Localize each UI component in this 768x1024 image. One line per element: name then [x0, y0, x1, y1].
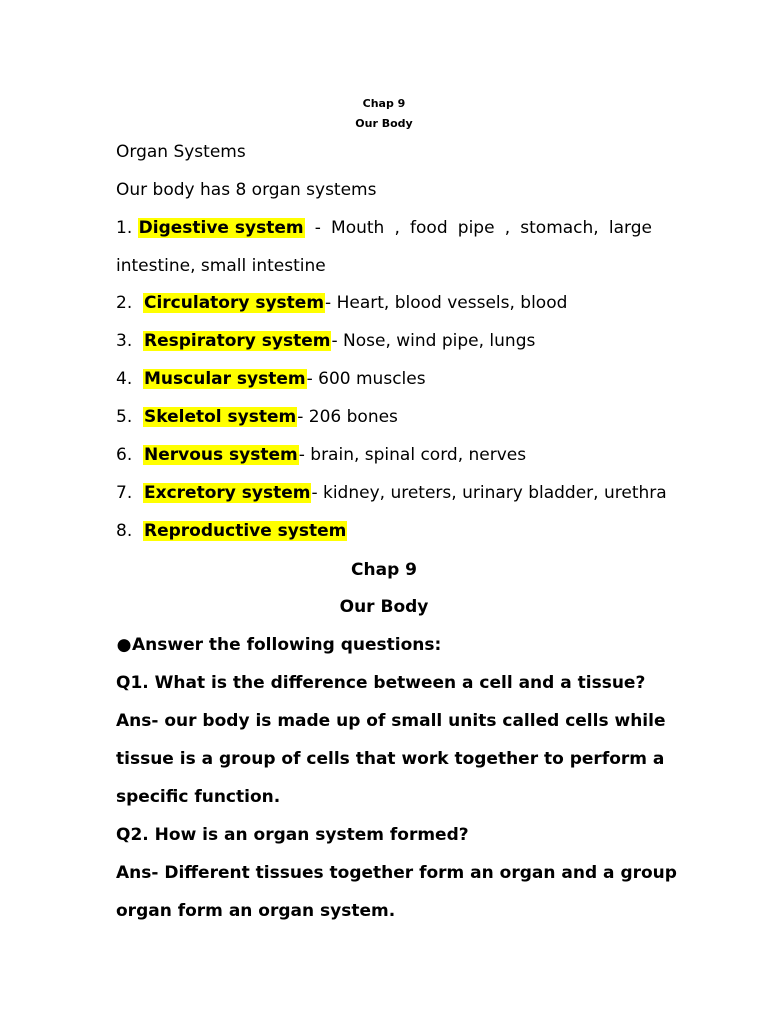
desc-word: - [314, 218, 321, 238]
system-name: Skeletol system [144, 407, 297, 427]
item-number: 1. Digestive system [116, 218, 304, 238]
answer-1-line: Ans- our body is made up of small units called cells while [116, 711, 666, 731]
item-number: 4. [116, 369, 133, 389]
system-name: Circulatory system [144, 293, 325, 313]
desc-word: stomach, [520, 218, 599, 238]
system-name: Excretory system [144, 483, 311, 503]
system-desc: - 206 bones [297, 407, 398, 427]
list-item [116, 519, 652, 543]
answer-1-line: specific function. [116, 787, 281, 807]
bullet-text: Answer the following questions: [132, 635, 442, 655]
system-desc: - Nose, wind pipe, lungs [331, 331, 536, 351]
header-chapter: Chap 9 [362, 97, 406, 110]
system-name: Digestive system [138, 218, 304, 238]
system-name: Respiratory system [144, 331, 331, 351]
item-number: 8. [116, 521, 133, 541]
desc-word: large [608, 218, 652, 238]
list-item [116, 481, 667, 505]
system-desc: - brain, spinal cord, nerves [298, 445, 527, 465]
desc-word: Mouth [331, 218, 385, 238]
desc-word: , [504, 218, 511, 238]
item-number: 7. [116, 483, 133, 503]
header-title: Our Body [355, 117, 413, 130]
answer-1-line: tissue is a group of cells that work together to perform a [116, 749, 665, 769]
item-number: 2. [116, 293, 133, 313]
system-name: Nervous system [144, 445, 298, 465]
desc-word: pipe [457, 218, 495, 238]
section-heading: Organ Systems [116, 142, 246, 162]
item-number: 5. [116, 407, 133, 427]
intro-line: Our body has 8 organ systems [116, 180, 377, 200]
list-item [116, 367, 652, 391]
system-desc: - Heart, blood vessels, blood [325, 293, 568, 313]
bullet-icon: ● [116, 635, 132, 655]
list-item [116, 291, 652, 315]
question-1: Q1. What is the difference between a cell and a tissue? [116, 673, 646, 693]
system-name: Reproductive system [144, 521, 347, 541]
list-item [116, 329, 652, 353]
item-number: 3. [116, 331, 133, 351]
chapter-heading: Chap 9 [351, 560, 417, 580]
list-item-continuation: intestine, small intestine [116, 256, 326, 276]
question-2: Q2. How is an organ system formed? [116, 825, 469, 845]
desc-word: food [410, 218, 448, 238]
answer-2-line: Ans- Different tissues together form an organ and a group [116, 863, 677, 883]
list-item [116, 405, 652, 429]
system-desc: - 600 muscles [306, 369, 426, 389]
desc-word: , [394, 218, 400, 238]
system-name: Muscular system [144, 369, 306, 389]
bullet-item [116, 633, 652, 657]
list-item [116, 216, 652, 240]
system-desc: - kidney, ureters, urinary bladder, urethra [311, 483, 667, 503]
chapter-title: Our Body [339, 597, 429, 617]
item-number: 6. [116, 445, 133, 465]
list-item [116, 443, 652, 467]
answer-2-line: organ form an organ system. [116, 901, 396, 921]
